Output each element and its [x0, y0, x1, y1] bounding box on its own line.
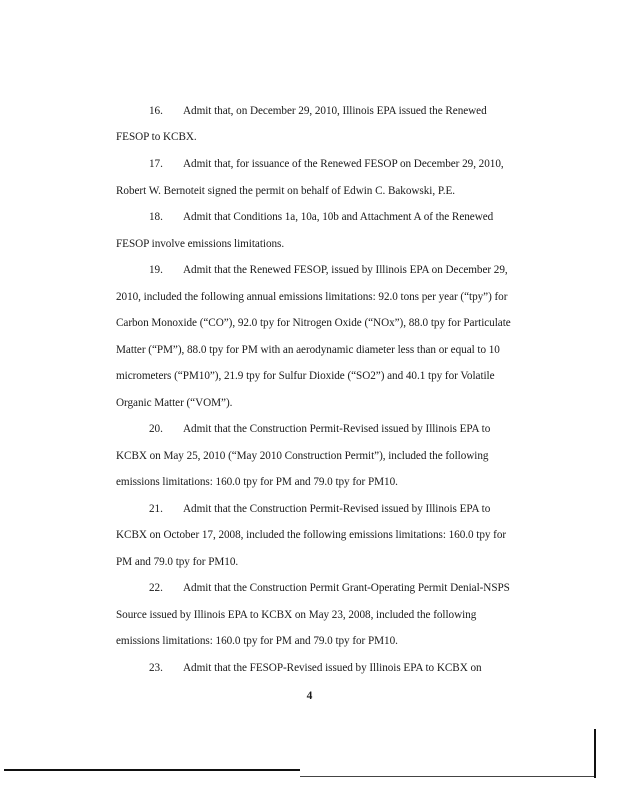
paragraph-number: 22. [149, 582, 163, 594]
paragraph-number: 20. [149, 423, 163, 435]
paragraph-19-line-5: micrometers (“PM10”), 21.9 tpy for Sulfur Dioxide (“SO2”) and 40.1 tpy for Volatile [116, 370, 495, 382]
paragraph-21-line-3: PM and 79.0 tpy for PM10. [116, 556, 239, 568]
paragraph-17-line-2: Robert W. Bernoteit signed the permit on behalf of Edwin C. Bakowski, P.E. [116, 185, 456, 197]
scan-border-right [594, 729, 596, 778]
paragraph-23-line-1: 23. Admit that the FESOP-Revised issued by Illinois EPA to KCBX on [149, 662, 482, 674]
paragraph-number: 16. [149, 105, 163, 117]
scan-border-bottom [4, 769, 300, 771]
paragraph-18-line-2: FESOP involve emissions limitations. [116, 238, 285, 250]
paragraph-number: 18. [149, 211, 163, 223]
paragraph-number: 19. [149, 264, 163, 276]
paragraph-21-line-1: 21. Admit that the Construction Permit-Revised issued by Illinois EPA to [149, 503, 491, 515]
paragraph-19-line-6: Organic Matter (“VOM”). [116, 397, 233, 409]
paragraph-number: 17. [149, 158, 163, 170]
paragraph-19-line-3: Carbon Monoxide (“CO”), 92.0 tpy for Nitrogen Oxide (“NOx”), 88.0 tpy for Particulate [116, 317, 511, 329]
paragraph-20-line-2: KCBX on May 25, 2010 (“May 2010 Construction Permit”), included the following [116, 450, 489, 462]
scan-border-bottom-right [300, 776, 596, 777]
paragraph-17-line-1: 17. Admit that, for issuance of the Renewed FESOP on December 29, 2010, [149, 158, 504, 170]
paragraph-19-line-4: Matter (“PM”), 88.0 tpy for PM with an aerodynamic diameter less than or equal to 10 [116, 344, 500, 356]
paragraph-20-line-3: emissions limitations: 160.0 tpy for PM and 79.0 tpy for PM10. [116, 476, 398, 488]
paragraph-18-line-1: 18. Admit that Conditions 1a, 10a, 10b and Attachment A of the Renewed [149, 211, 494, 223]
paragraph-22-line-2: Source issued by Illinois EPA to KCBX on May 23, 2008, included the following [116, 609, 477, 621]
paragraph-19-line-2: 2010, included the following annual emissions limitations: 92.0 tons per year (“tpy”) for [116, 291, 508, 303]
paragraph-16-line-1: 16. Admit that, on December 29, 2010, Illinois EPA issued the Renewed [149, 105, 487, 117]
paragraph-19-line-1: 19. Admit that the Renewed FESOP, issued by Illinois EPA on December 29, [149, 264, 508, 276]
paragraph-20-line-1: 20. Admit that the Construction Permit-Revised issued by Illinois EPA to [149, 423, 491, 435]
paragraph-number: 21. [149, 503, 163, 515]
page-number: 4 [306, 690, 313, 702]
paragraph-number: 23. [149, 662, 163, 674]
paragraph-16-line-2: FESOP to KCBX. [116, 131, 197, 143]
paragraph-21-line-2: KCBX on October 17, 2008, included the following emissions limitations: 160.0 tpy for [116, 529, 507, 541]
paragraph-22-line-3: emissions limitations: 160.0 tpy for PM and 79.0 tpy for PM10. [116, 635, 398, 647]
paragraph-22-line-1: 22. Admit that the Construction Permit Grant-Operating Permit Denial-NSPS [149, 582, 510, 594]
